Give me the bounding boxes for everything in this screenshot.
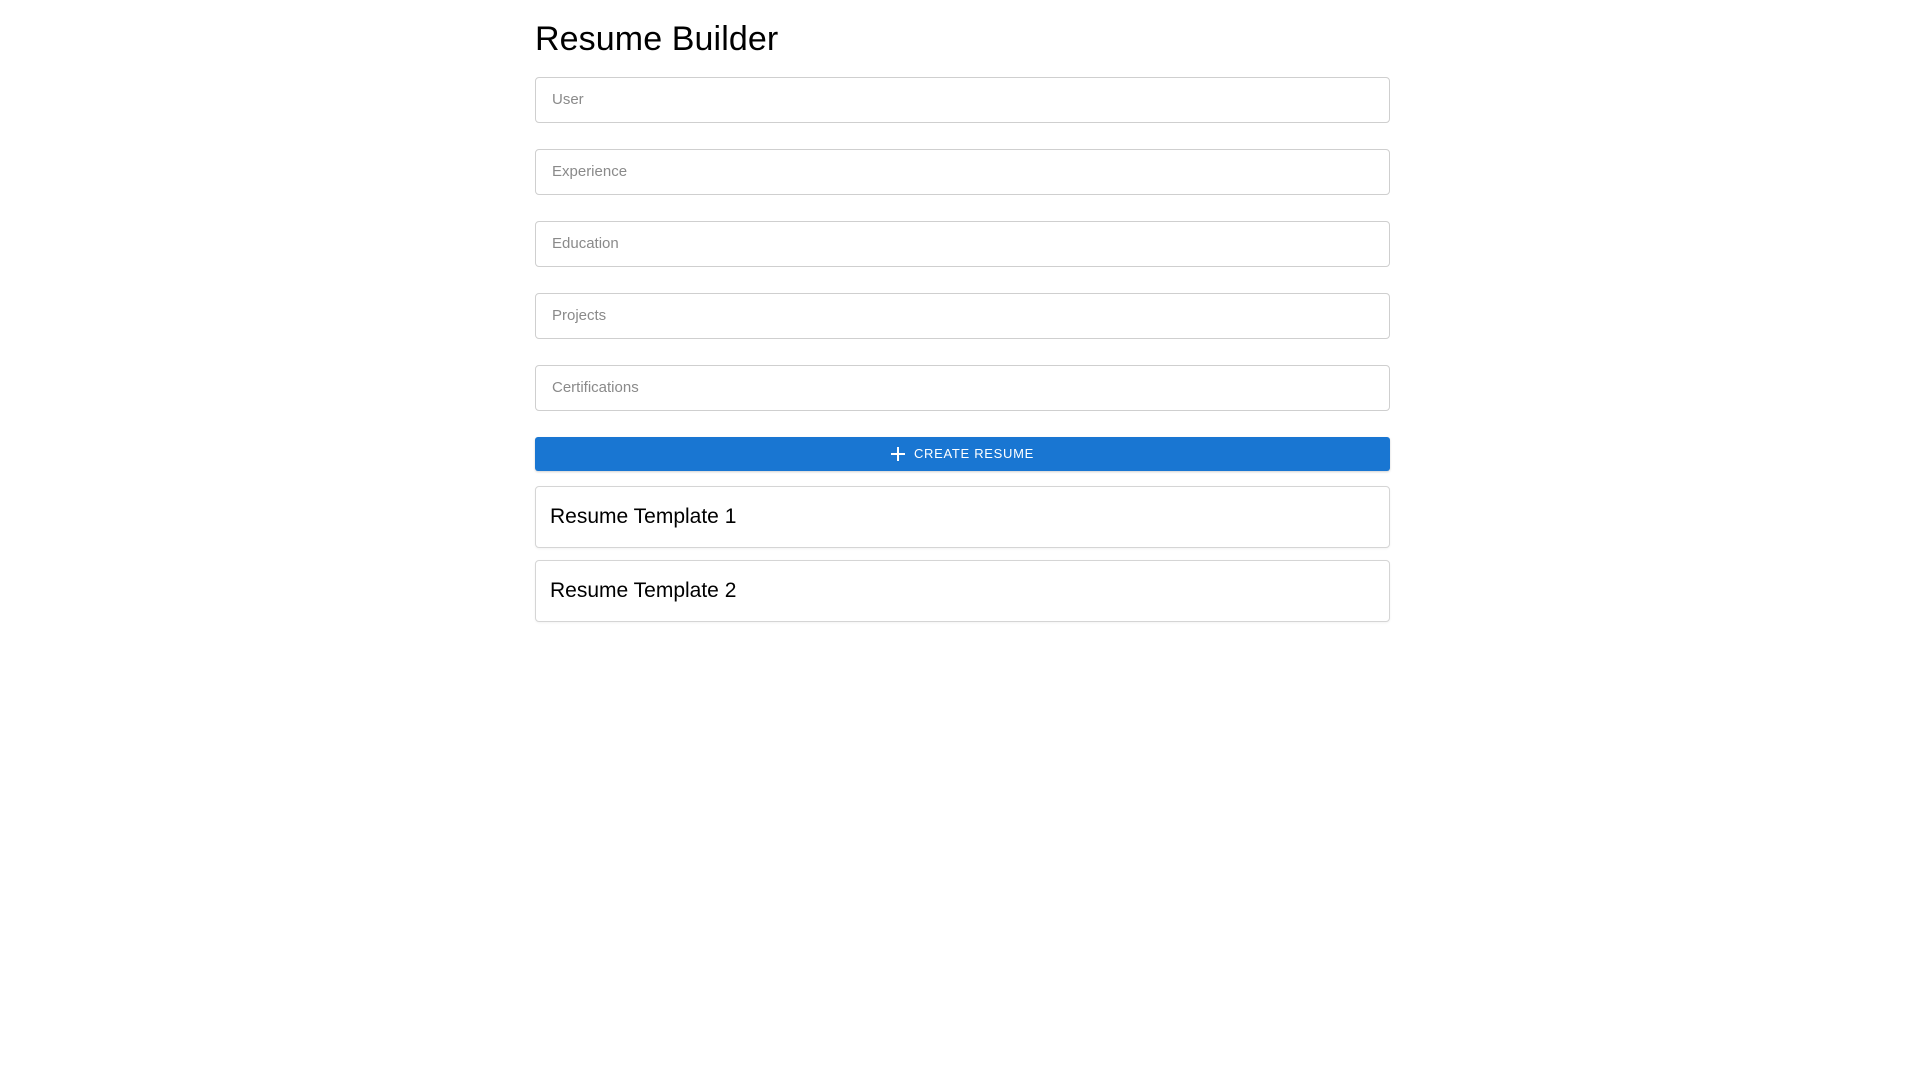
experience-field[interactable]: [535, 149, 1390, 195]
certifications-input[interactable]: [550, 365, 1375, 411]
certifications-field[interactable]: [535, 365, 1390, 411]
education-field[interactable]: [535, 221, 1390, 267]
main-container: [535, 18, 1390, 634]
resume-template-card-1[interactable]: [535, 486, 1390, 548]
projects-input[interactable]: [550, 293, 1375, 339]
page-title: Resume Builder: [535, 20, 779, 58]
user-input[interactable]: [550, 77, 1375, 123]
resume-template-title: Resume Template 2: [550, 578, 737, 602]
create-resume-button[interactable]: [535, 437, 1390, 471]
education-input[interactable]: [550, 221, 1375, 267]
user-field[interactable]: [535, 77, 1390, 123]
create-resume-label: CREATE RESUME: [913, 446, 1035, 461]
resume-template-title: Resume Template 1: [550, 504, 737, 528]
plus-icon: [891, 447, 905, 461]
experience-input[interactable]: [550, 149, 1375, 195]
projects-field[interactable]: [535, 293, 1390, 339]
resume-template-card-2[interactable]: [535, 560, 1390, 622]
